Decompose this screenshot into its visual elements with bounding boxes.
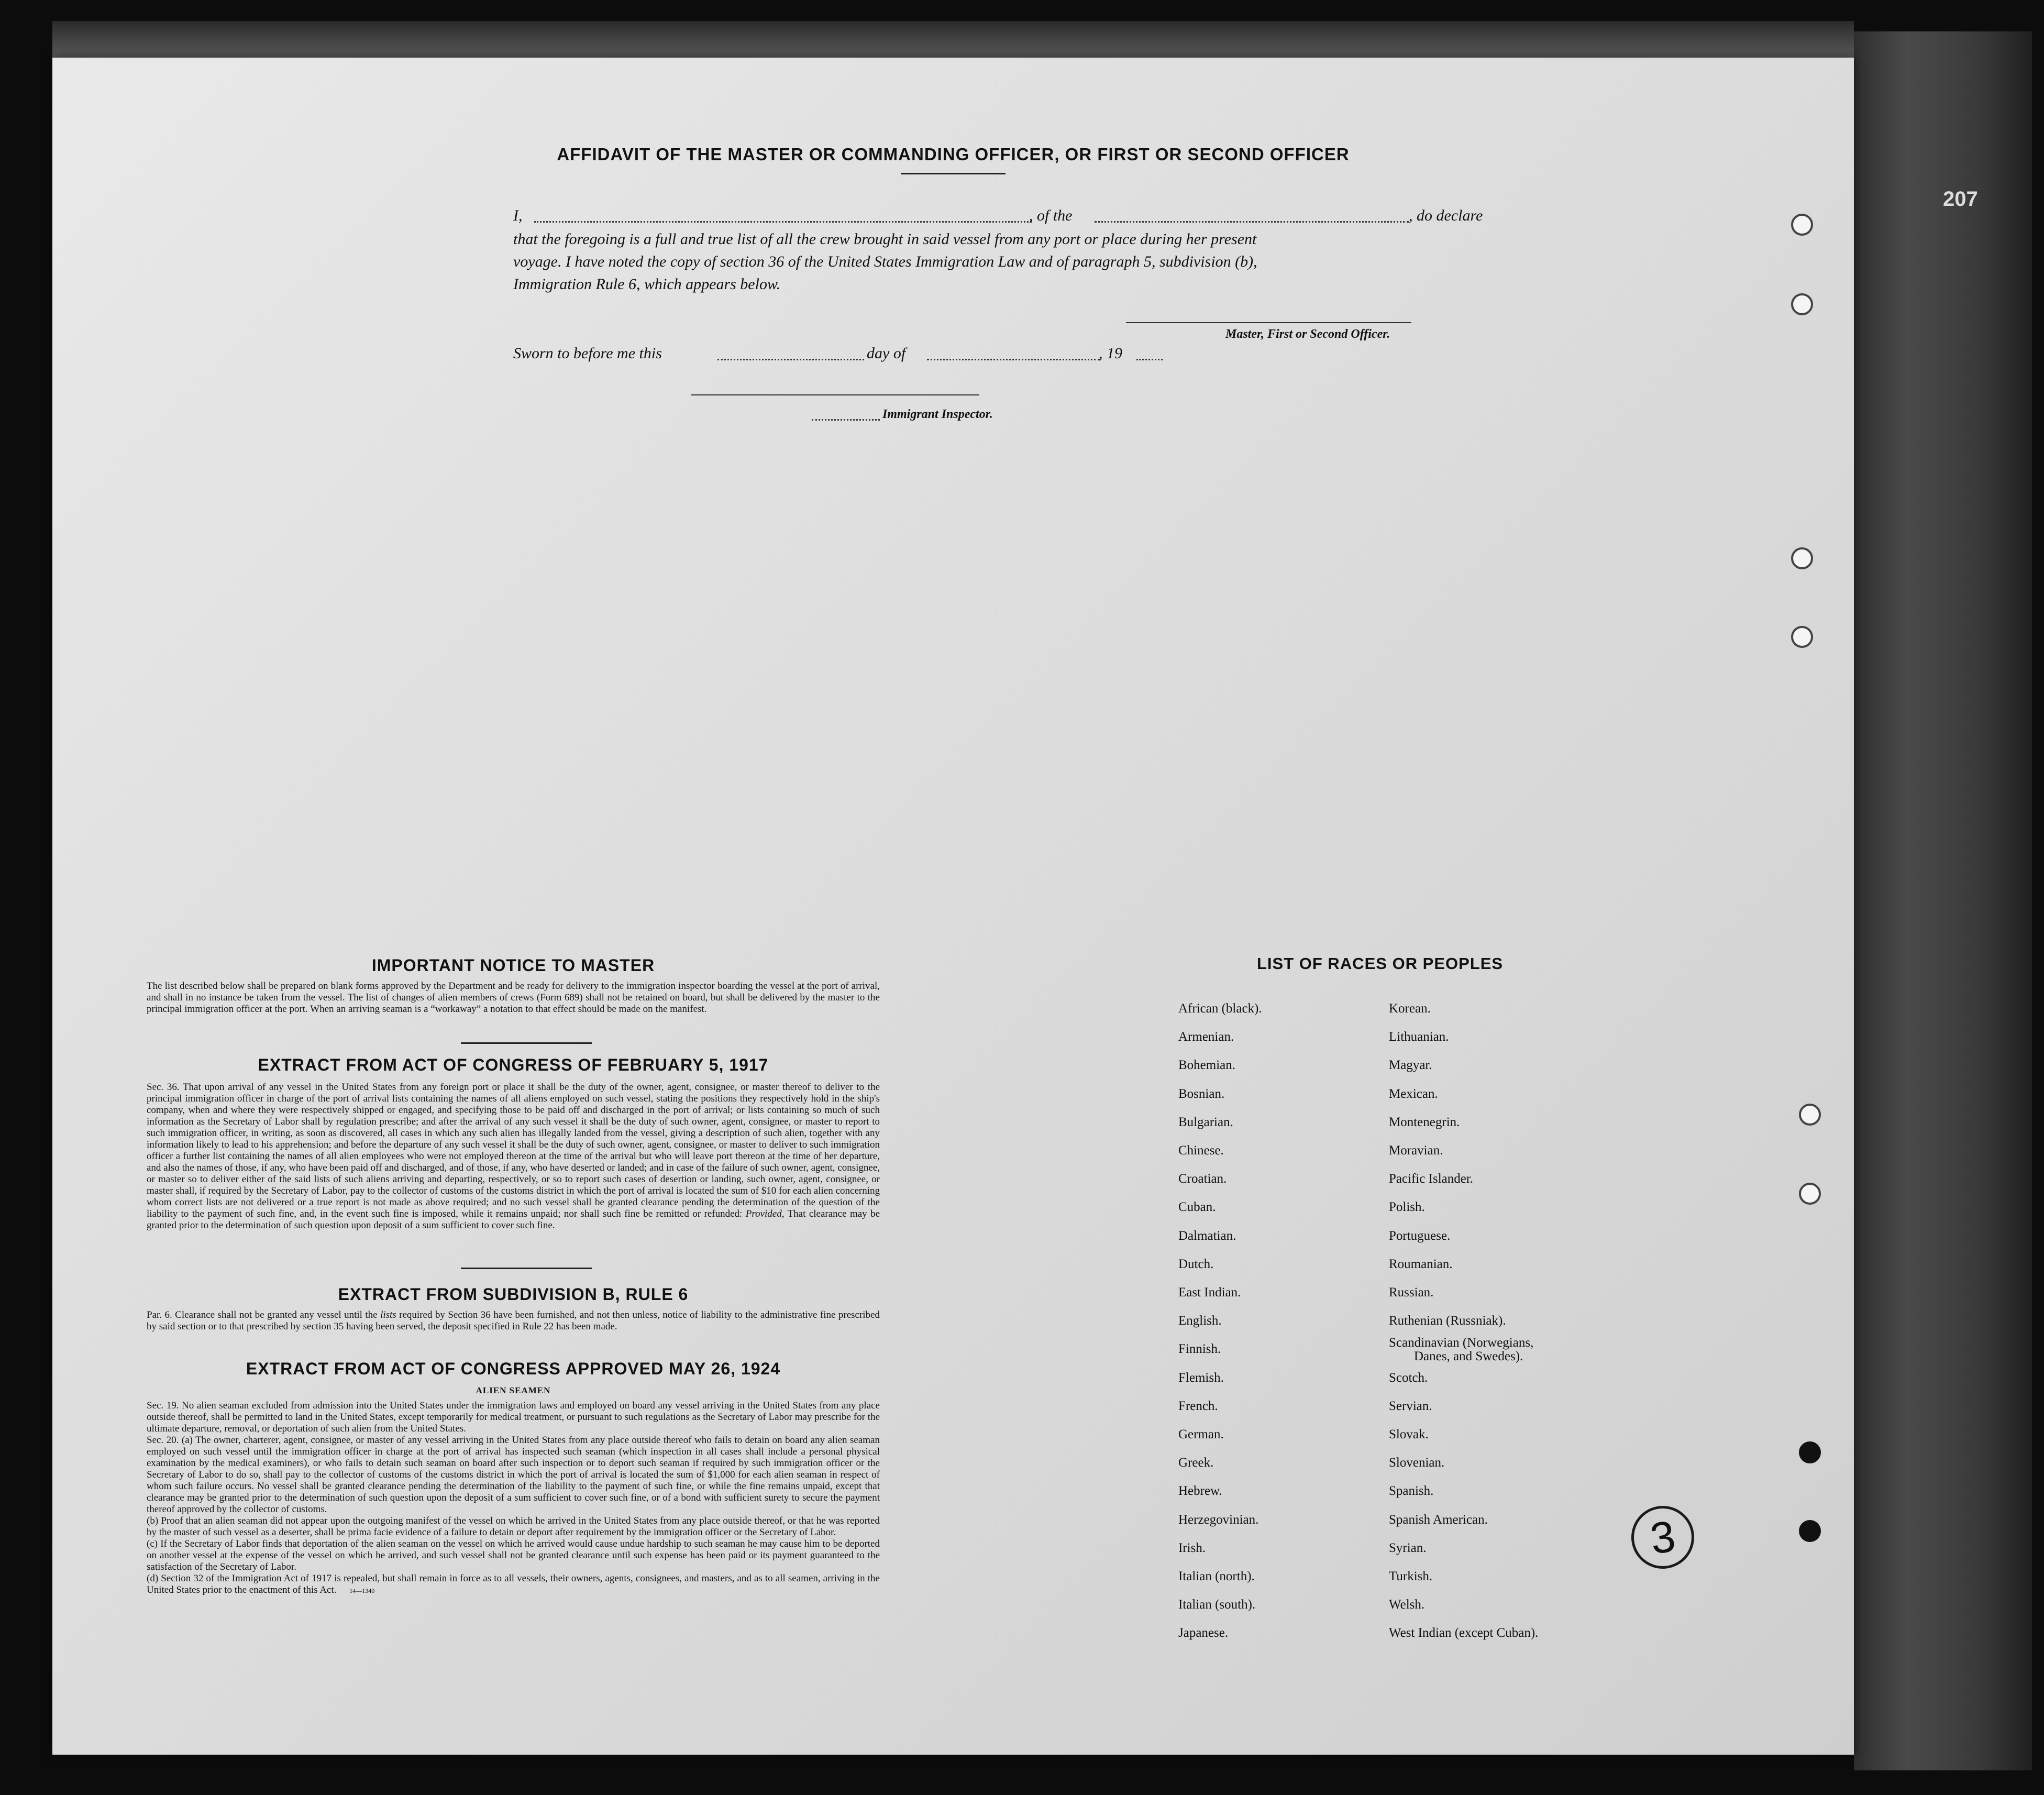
sworn-prefix: Sworn to before me this bbox=[513, 345, 662, 362]
race-item: West Indian (except Cuban). bbox=[1389, 1626, 1539, 1640]
extract-1924-para5-text: (d) Section 32 of the Immigration Act of 1917 is repealed, but shall remain in force as to all vessels, their owners, agents, consignees, and masters, and as to all seamen, arriving in the United States prior to the enactment of this Act. bbox=[147, 1573, 880, 1595]
race-item: Croatian. bbox=[1178, 1172, 1227, 1186]
race-item: Greek. bbox=[1178, 1456, 1214, 1470]
scan-top-edge bbox=[52, 21, 1854, 58]
affidavit-of-the: , of the bbox=[1029, 207, 1073, 224]
race-item: Flemish. bbox=[1178, 1370, 1224, 1385]
sworn-month-blank[interactable] bbox=[927, 359, 1100, 360]
page-number: 207 bbox=[1943, 188, 1978, 211]
bleed-through-heading bbox=[356, 118, 1665, 139]
race-item: French. bbox=[1178, 1398, 1218, 1413]
inspector-dotted-lead bbox=[812, 419, 880, 421]
master-signature-caption: Master, First or Second Officer. bbox=[1225, 327, 1390, 341]
punch-hole bbox=[1799, 1104, 1821, 1126]
race-item: Pacific Islander. bbox=[1389, 1172, 1474, 1186]
affidavit-i: I, bbox=[513, 207, 523, 224]
race-item: Mexican. bbox=[1389, 1086, 1438, 1101]
extract-1924-title: EXTRACT FROM ACT OF CONGRESS APPROVED MAY 26, 1924 bbox=[246, 1359, 781, 1378]
race-item: Welsh. bbox=[1389, 1598, 1425, 1612]
subdivision-body bbox=[147, 1309, 880, 1333]
sworn-day-of: day of bbox=[867, 345, 906, 362]
notice-title: IMPORTANT NOTICE TO MASTER bbox=[371, 956, 655, 975]
race-item: Turkish. bbox=[1389, 1569, 1433, 1583]
race-item: Syrian. bbox=[1389, 1540, 1427, 1555]
race-item: Lithuanian. bbox=[1389, 1030, 1449, 1044]
punch-hole bbox=[1791, 547, 1813, 569]
race-item: Korean. bbox=[1389, 1001, 1431, 1016]
declarant-name-blank[interactable] bbox=[534, 221, 1032, 223]
extract-1924-para3: (b) Proof that an alien seaman did not appear upon the outgoing manifest of the vessel on which he arrived in the United States from any place outside thereof, or that he was reported by the master of such vessel as a deserter, shall be prima facie evidence of a failure to detain or deport after requirement by the immigration officer or the Secretary of Labor. bbox=[147, 1515, 880, 1538]
extract-1924-para4: (c) If the Secretary of Labor finds that deportation of the alien seaman on the vessel on which he arrived would cause undue hardship to such seaman he may cause him to be deported on another vessel at the expense of the vessel on which he arrived, and such vessel shall not be granted clearance until such expense has been paid or its payment guaranteed to the satisfaction of the Secretary of Labor. bbox=[147, 1538, 880, 1572]
sworn-year-blank[interactable] bbox=[1136, 359, 1163, 360]
race-item: Bosnian. bbox=[1178, 1086, 1225, 1101]
race-item: Polish. bbox=[1389, 1200, 1425, 1215]
affidavit-line4: Immigration Rule 6, which appears below. bbox=[513, 276, 781, 293]
document-page bbox=[52, 58, 1854, 1755]
race-item: Irish. bbox=[1178, 1540, 1206, 1555]
race-item: Servian. bbox=[1389, 1398, 1432, 1413]
race-item: Portuguese. bbox=[1389, 1228, 1451, 1243]
race-item: Armenian. bbox=[1178, 1030, 1234, 1044]
race-item: English. bbox=[1178, 1314, 1222, 1328]
race-item: Montenegrin. bbox=[1389, 1115, 1460, 1129]
race-item: Slovenian. bbox=[1389, 1456, 1445, 1470]
race-item: Dutch. bbox=[1178, 1257, 1214, 1271]
race-item: Russian. bbox=[1389, 1285, 1434, 1300]
extract-1917-title: EXTRACT FROM ACT OF CONGRESS OF FEBRUARY 5, 1917 bbox=[258, 1055, 769, 1074]
punch-hole bbox=[1799, 1520, 1821, 1542]
affidavit-title: AFFIDAVIT OF THE MASTER OR COMMANDING OFFICER, OR FIRST OR SECOND OFFICER bbox=[557, 145, 1350, 164]
notice-rule bbox=[461, 1042, 592, 1044]
punch-hole bbox=[1799, 1183, 1821, 1205]
race-item: Roumanian. bbox=[1389, 1257, 1453, 1271]
affidavit-line2: that the foregoing is a full and true list of all the crew brought in said vessel from any port or place during her present bbox=[513, 230, 1257, 248]
race-item: Spanish American. bbox=[1389, 1512, 1488, 1527]
races-title: LIST OF RACES OR PEOPLES bbox=[1257, 954, 1504, 973]
sworn-day-blank[interactable] bbox=[717, 359, 864, 360]
circled-stamp: 3 bbox=[1627, 1502, 1698, 1573]
extract-1917-provided: Provided, bbox=[745, 1208, 785, 1219]
race-item: Herzegovinian. bbox=[1178, 1512, 1259, 1527]
race-item: Italian (north). bbox=[1178, 1569, 1255, 1583]
race-item: Ruthenian (Russniak). bbox=[1389, 1314, 1506, 1328]
race-item: Dalmatian. bbox=[1178, 1228, 1236, 1243]
notice-body: The list described below shall be prepared on blank forms approved by the Department and be ready for delivery to the immigration inspector boarding the vessel at the port of arrival, and shall in no instance be taken from the vessel. The list of changes of alien members of crews (Form 689) shall not be retained on board, but shall be delivered by the master to the principal immigration officer at the port. When an arriving seaman is a “workaway” a notation to that effect should be made on the manifest. bbox=[147, 981, 880, 1015]
inspector-signature-line[interactable] bbox=[691, 394, 979, 395]
race-item: Finnish. bbox=[1178, 1342, 1221, 1357]
subdivision-title: EXTRACT FROM SUBDIVISION B, RULE 6 bbox=[338, 1285, 689, 1304]
extract-1917-body-start: Sec. 36. That upon arrival of any vessel in the United States from any foreign port or place it shall be the duty of the owner, agent, consignee, or master thereof to deliver to the principal immigration officer in charge of the port of arrival lists containing the names of all aliens employed on such vessel, stating the positions they respectively hold in the ship's company, when and where they were respectively shipped or engaged, and specifying those to be paid off and discharged in the port of arrival; or lists containing so much of such information as the Secretary of Labor shall by regulation prescribe; and after the arrival of any such vessel it shall be the duty of such owner, agent, consignee, or master to report to such immigration officer, in writing, as soon as discovered, all cases in which any such alien has illegally landed from the vessel, giving a description of such alien, together with any information likely to lead to his apprehension; and before the departure of any such vessel it shall be the duty of such owner, agent, consignee, or master to deliver to such immigration officer a further list containing the names of all alien employees who were not employed thereon at the time of the arrival but who will leave port thereon at the time of her departure, and also the names of those, if any, who have been paid off and discharged, and of those, if any, who have deserted or landed; and in case of the failure of such owner, agent, consignee, or master so to deliver either of the said lists of such aliens arriving and departing, respectively, or so to report such cases of desertion or landing, such owner, agent, consignee, or master shall, if required by the Secretary of Labor, pay to the collector of customs of the customs district in which the port of arrival is located the sum of $10 for each alien concerning whom correct lists are not delivered or a true report is not made as above required; and no such vessel shall be granted clearance pending the determination of the question of the liability to the payment of such fine, and, in the event such fine is imposed, while it remains unpaid; nor shall such fine be remitted or refunded: bbox=[147, 1082, 880, 1219]
sworn-year: , 19 bbox=[1099, 345, 1122, 362]
subdivision-body-end: required by Section 36 have been furnished, and not then unless, notice of liability to the administrative fine prescribed by said section or to that prescribed by section 35 having been served, the deposit specified in Rule 22 has been made. bbox=[147, 1309, 880, 1332]
inspector-signature-caption: Immigrant Inspector. bbox=[882, 408, 993, 421]
subdivision-body-start: Par. 6. Clearance shall not be granted any vessel until the bbox=[147, 1309, 378, 1320]
race-item: Japanese. bbox=[1178, 1626, 1229, 1640]
extract-1924-para2: Sec. 20. (a) The owner, charterer, agent, consignee, or master of any vessel arriving in the United States from any place outside thereof who fails to detain on board any alien seaman employed on such vessel until the immigration officer in charge at the port of arrival has inspected such seaman (which inspection in all cases shall include a personal physical examination by the medical examiners), or who fails to detain such seaman on board after such inspection or to deport such seaman if required by such immigration officer or the Secretary of Labor to do so, shall pay to the collector of customs of the customs district in which the port of arrival is located the sum of $1,000 for each alien seaman in respect of whom such failure occurs. No vessel shall be granted clearance pending the determination of the liability to the payment of such fine, or while the fine remains unpaid, except that clearance may be granted prior to the determination of such question upon the deposit of a sum sufficient to cover such fine, or of a bond with sufficient surety to secure the payment thereof approved by the collector of customs. bbox=[147, 1435, 880, 1515]
race-item: East Indian. bbox=[1178, 1285, 1241, 1300]
race-item: Bohemian. bbox=[1178, 1058, 1236, 1073]
punch-hole bbox=[1791, 626, 1813, 648]
punch-hole bbox=[1791, 293, 1813, 315]
race-item: Slovak. bbox=[1389, 1427, 1429, 1441]
extract-1924-para5 bbox=[147, 1573, 880, 1596]
extract-1917-rule bbox=[461, 1268, 592, 1269]
form-code: 14—1340 bbox=[349, 1587, 375, 1594]
punch-hole bbox=[1799, 1441, 1821, 1463]
subdivision-lists-word: lists bbox=[380, 1309, 396, 1320]
extract-1924-body bbox=[147, 1400, 880, 1596]
race-item-continuation: Danes, and Swedes). bbox=[1414, 1349, 1523, 1364]
race-item: African (black). bbox=[1178, 1001, 1262, 1016]
race-item: Bulgarian. bbox=[1178, 1115, 1233, 1129]
vessel-name-blank[interactable] bbox=[1095, 221, 1409, 223]
affidavit-declare: , do declare bbox=[1409, 207, 1483, 224]
extract-1917-body-end: That clearance may be granted prior to the determination of such question upon deposit of a sum sufficient to cover such fine. bbox=[147, 1208, 880, 1231]
race-item: Chinese. bbox=[1178, 1143, 1224, 1158]
race-item: Scandinavian (Norwegians, bbox=[1389, 1336, 1534, 1350]
master-signature-line[interactable] bbox=[1126, 322, 1411, 323]
punch-hole bbox=[1791, 214, 1813, 236]
extract-1917-body bbox=[147, 1082, 880, 1231]
race-item: Moravian. bbox=[1389, 1143, 1443, 1158]
race-item: German. bbox=[1178, 1427, 1224, 1441]
race-item: Italian (south). bbox=[1178, 1598, 1256, 1612]
affidavit-title-rule bbox=[901, 173, 1006, 174]
race-item: Spanish. bbox=[1389, 1484, 1434, 1499]
extract-1924-subtitle: ALIEN SEAMEN bbox=[476, 1385, 551, 1395]
race-item: Scotch. bbox=[1389, 1370, 1428, 1385]
race-item: Magyar. bbox=[1389, 1058, 1432, 1073]
scan-side-edge bbox=[1854, 31, 2032, 1770]
race-item: Cuban. bbox=[1178, 1200, 1216, 1215]
affidavit-line3: voyage. I have noted the copy of section 36 of the United States Immigration Law and of paragraph 5, subdivision (b), bbox=[513, 253, 1257, 270]
race-item: Hebrew. bbox=[1178, 1484, 1222, 1499]
extract-1924-para1: Sec. 19. No alien seaman excluded from admission into the United States under the immigration laws and employed on board any vessel arriving in the United States from any place outside thereof, shall be permitted to land in the United States, except temporarily for medical treatment, or pursuant to such regulations as the Secretary of Labor may prescribe for the ultimate departure, removal, or deportation of such alien from the United States. bbox=[147, 1400, 880, 1434]
